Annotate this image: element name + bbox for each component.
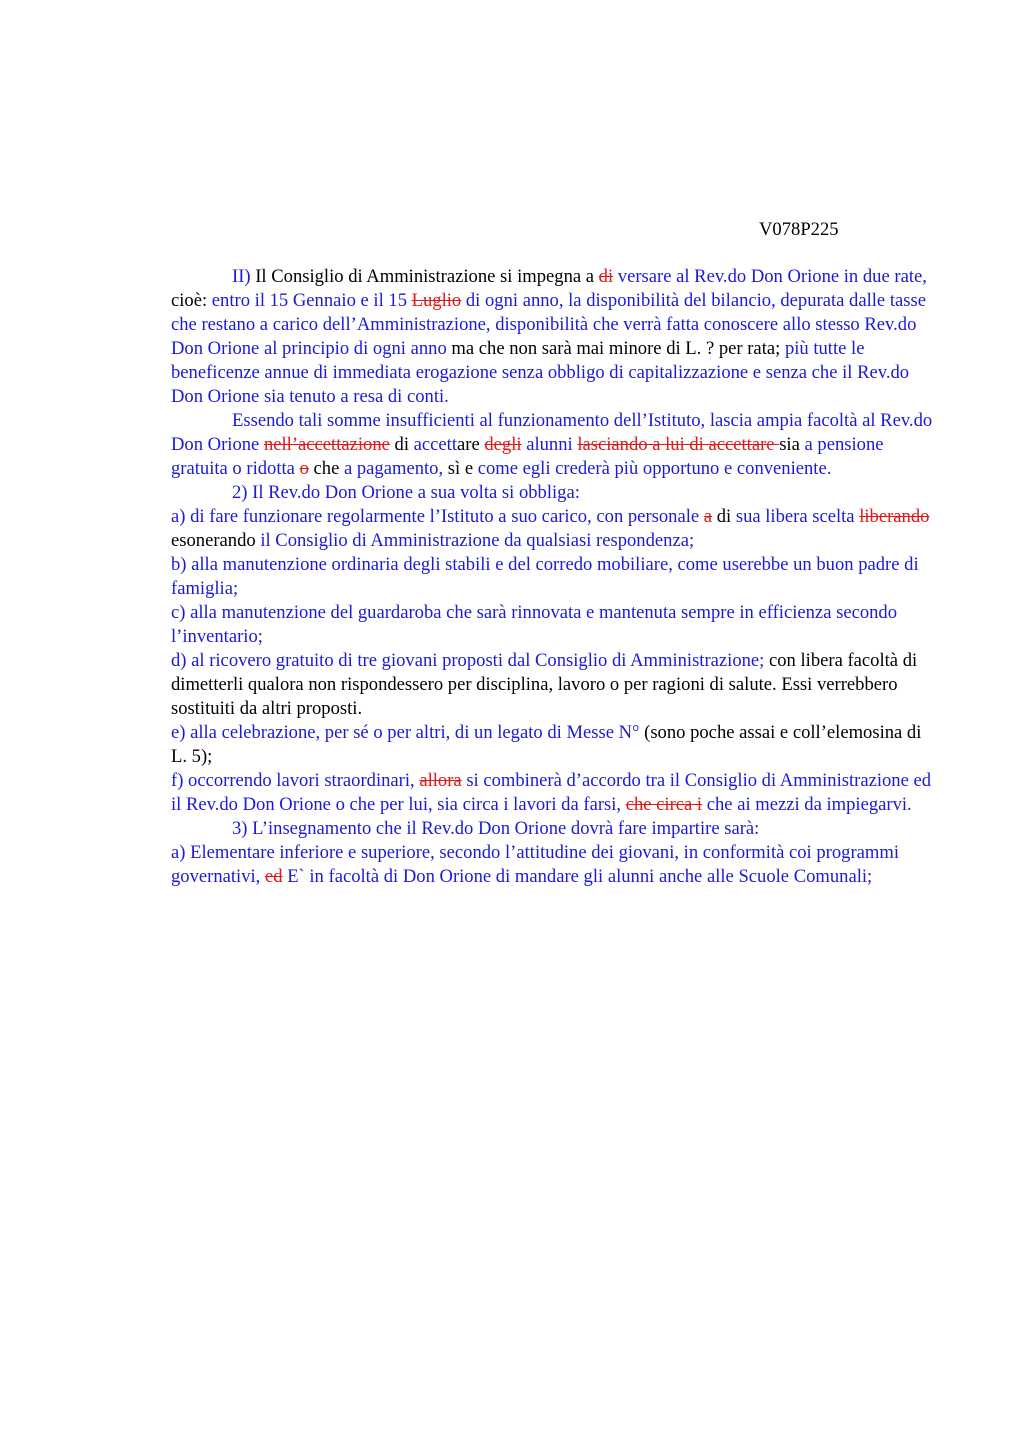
inserted-text: 2) Il Rev.do Don Orione a sua volta si obbliga: [232, 482, 580, 503]
inserted-text: b) alla manutenzione ordinaria degli stabili e del corredo mobiliare, come userebbe un buon padre di famiglia; [171, 554, 919, 599]
list-item-f-extraordinary-works [171, 769, 941, 817]
inserted-text: c) alla manutenzione del guardaroba che sarà rinnovata e mantenuta sempre in efficienza secondo l’inventario; [171, 602, 898, 647]
original-text: cioè: [171, 290, 212, 311]
inserted-text: alunni [521, 434, 578, 455]
inserted-text: che ai mezzi da impiegarvi. [702, 794, 912, 815]
deleted-text: liberando [859, 506, 930, 527]
original-text: are [457, 434, 485, 455]
list-item-e-masses [171, 721, 941, 769]
original-text: sì e [447, 458, 478, 479]
inserted-text: a pagamento, [343, 458, 448, 479]
list-item-d-free-boarding [171, 649, 941, 721]
inserted-text: e) alla celebrazione, per sé o per altri, di un legato di Messe N° [171, 722, 645, 743]
paragraph-2-heading [171, 481, 941, 505]
deleted-text: allora [419, 770, 462, 791]
deleted-text: degli [484, 434, 522, 455]
original-text: Il Consiglio di Amministrazione si impegna a [255, 266, 599, 287]
inserted-text: Essendo tali somme insufficienti al funzionamento dell’Istituto, lascia ampia facoltà al Rev.do Don Orione [171, 410, 933, 455]
deleted-text: o [299, 458, 309, 479]
inserted-text: a pensione gratuita o ridotta [171, 434, 884, 479]
original-text: di [712, 506, 736, 527]
list-item-c-wardrobe [171, 601, 941, 649]
deleted-text: di [598, 266, 614, 287]
deleted-text: nell’accettazione [263, 434, 390, 455]
original-text: (sono poche assai e coll’elemosina di L. 5); [171, 722, 922, 767]
original-text: esonerando [171, 530, 261, 551]
paragraph-admission-faculty [171, 409, 941, 481]
original-text: che [308, 458, 344, 479]
inserted-text: E` in facoltà di Don Orione di mandare gli alunni anche alle Scuole Comunali; [282, 866, 873, 887]
inserted-text: a) Elementare inferiore e superiore, secondo l’attitudine dei giovani, in conformità coi programmi governativi, [171, 842, 899, 887]
inserted-text: entro il 15 Gennaio e il 15 [211, 290, 412, 311]
list-item-b-maintenance [171, 553, 941, 601]
inserted-text: di ogni anno, la disponibilità del bilancio, depurata dalle tasse che restano a carico dell’Amministrazione, disponibilità che verrà fatta conoscere allo stesso Rev.do Don Orione al principio di ogni anno [171, 290, 926, 359]
inserted-text: f) occorrendo lavori straordinari, [171, 770, 420, 791]
original-text: sia [779, 434, 805, 455]
inserted-text: come egli crederà più opportuno e conveniente. [477, 458, 832, 479]
original-text: con libera facoltà di dimetterli qualora non rispondessero per disciplina, lavoro o per ragioni di salute. Essi verrebbero sostituiti da altri proposti. [171, 650, 918, 719]
inserted-text: sua libera scelta [735, 506, 860, 527]
list-item-a-schooling [171, 841, 941, 889]
list-item-a-staffing [171, 505, 941, 553]
inserted-text: a) di fare funzionare regolarmente l’Istituto a suo carico, con personale [171, 506, 704, 527]
deleted-text: ed [264, 866, 283, 887]
deleted-text: che circa i [625, 794, 703, 815]
paragraph-3-heading [171, 817, 941, 841]
deleted-text: lasciando a lui di accettare [577, 434, 780, 455]
inserted-text: versare al Rev.do Don Orione in due rate, [613, 266, 927, 287]
inserted-text: accett [413, 434, 457, 455]
document-body [171, 265, 941, 889]
inserted-text: si combinerà d’accordo tra il Consiglio di Amministrazione ed il Rev.do Don Orione o che per lui, sia circa i lavori da farsi, [171, 770, 932, 815]
inserted-text: 3) L’insegnamento che il Rev.do Don Orione dovrà fare impartire sarà: [232, 818, 760, 839]
inserted-text: d) al ricovero gratuito di tre giovani proposti dal Consiglio di Amministrazione; [171, 650, 769, 671]
page-reference: V078P225 [759, 219, 839, 240]
inserted-text: II) [232, 266, 256, 287]
original-text: ma che non sarà mai minore di L. ? per rata; [451, 338, 785, 359]
deleted-text: a [703, 506, 713, 527]
deleted-text: Luglio [411, 290, 462, 311]
paragraph-ii-council-obligation [171, 265, 941, 409]
inserted-text: il Consiglio di Amministrazione da qualsiasi respondenza; [260, 530, 695, 551]
inserted-text: più tutte le beneficenze annue di immediata erogazione senza obbligo di capitalizzazione e senza che il Rev.do Don Orione sia tenuto a resa di conti. [171, 338, 910, 407]
original-text: di [389, 434, 414, 455]
